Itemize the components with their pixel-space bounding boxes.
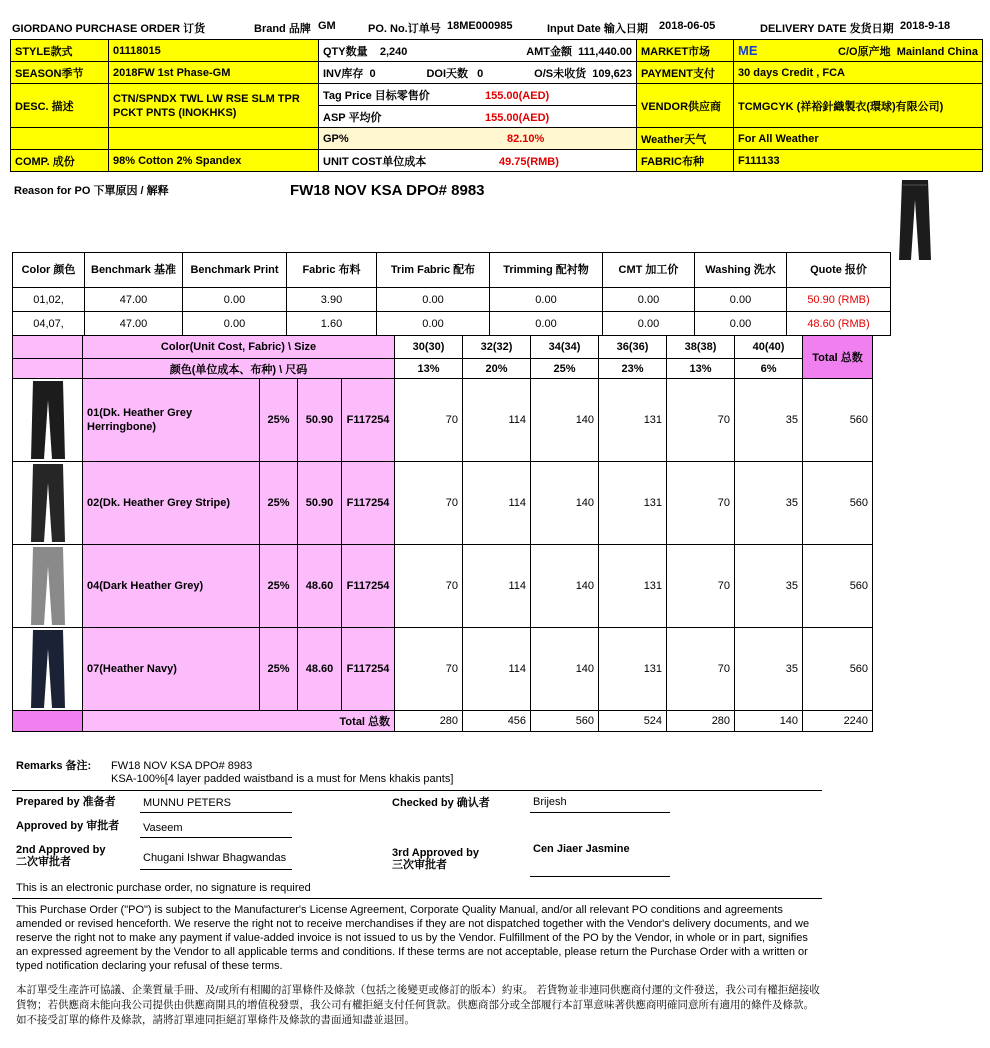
- color-fabric: F117254: [342, 462, 395, 545]
- cost-cell: 0.00: [695, 312, 787, 336]
- qty-cell: 70: [667, 628, 735, 711]
- ratio-row: [13, 359, 873, 379]
- reason-label: Reason for PO 下單原因 / 解释: [14, 185, 169, 197]
- approved3-label-en: 3rd Approved by: [392, 847, 479, 859]
- po-number: 18ME000985: [447, 20, 513, 32]
- size-header-row: [13, 336, 873, 359]
- size-header: 40(40): [735, 336, 803, 359]
- payment-value: 30 days Credit , FCA: [734, 62, 983, 84]
- qty-cell: 131: [599, 462, 667, 545]
- qty-cell: 70: [395, 462, 463, 545]
- checked-line: [530, 812, 670, 813]
- season-value: 2018FW 1st Phase-GM: [109, 62, 319, 84]
- approved2-label-cn: 二次审批者: [16, 856, 71, 868]
- swatch-cell: [13, 462, 83, 545]
- line-total: 560: [803, 628, 873, 711]
- cost-row: [13, 288, 891, 312]
- color-line-row: [13, 462, 873, 545]
- company-title: GIORDANO PURCHASE ORDER 订货: [12, 23, 206, 35]
- approved-line: [140, 837, 292, 838]
- size-breakdown-table: [12, 335, 873, 732]
- color-line-row: [13, 379, 873, 462]
- tag-value: 155.00(AED): [485, 89, 550, 102]
- color-cost: 48.60: [298, 628, 342, 711]
- line-total: 560: [803, 462, 873, 545]
- gp-value: 82.10%: [507, 132, 545, 145]
- qty-cell: 131: [599, 379, 667, 462]
- terms-chinese: 本訂單受生產許可協議、企業質量手冊、及/或所有相關的訂單條件及條款（包括之後變更或修訂的版本）約束。 若貨物並非連同供應商付運的文件發送，我公司有權拒絕接收貨物；若供應商未能向我公司提供由供應商開具的增值稅發票，我公司有權拒絕支付任何貨款。供應商部分或全部履行本訂單意味著供應商明確同意所有適用的條件及條款。如不接受訂單的條件及條款，請將訂單連同拒絕訂單條件及條款的書面通知盡並退回。: [16, 984, 820, 1026]
- color-size-header-cn: 颜色(单位成本、布种) \ 尺码: [83, 359, 395, 379]
- pants-swatch: [31, 630, 65, 708]
- qty-cell: 70: [667, 545, 735, 628]
- qty-cell: 140: [531, 545, 599, 628]
- qty-cell: 35: [735, 545, 803, 628]
- approved3-label-cn: 三次审批者: [392, 859, 447, 871]
- fabric-value: F111133: [734, 150, 983, 172]
- gp-label: GP%: [323, 132, 349, 145]
- swatch-cell: [13, 379, 83, 462]
- co-value: Mainland China: [896, 45, 978, 58]
- qty-cell: 35: [735, 628, 803, 711]
- remarks-label: Remarks 备注:: [16, 760, 92, 772]
- color-cost: 50.90: [298, 462, 342, 545]
- cost-row: [13, 312, 891, 336]
- color-cost: 50.90: [298, 379, 342, 462]
- vendor-label: VENDOR供应商: [637, 84, 734, 128]
- pants-icon: [28, 380, 68, 460]
- line-total: 560: [803, 545, 873, 628]
- reason-title: FW18 NOV KSA DPO# 8983: [290, 182, 485, 199]
- image-header: [13, 359, 83, 379]
- pants-swatch: [31, 464, 65, 542]
- size-header: 30(30): [395, 336, 463, 359]
- vendor-value: TCMGCYK (祥裕針織製衣(環球)有限公司): [734, 84, 983, 128]
- size-total: 280: [395, 711, 463, 732]
- color-fabric: F117254: [342, 545, 395, 628]
- pants-icon: [896, 178, 934, 262]
- delivery-date-label: DELIVERY DATE 发货日期: [760, 23, 894, 35]
- color-name: 01(Dk. Heather Grey Herringbone): [83, 379, 260, 462]
- divider: [12, 790, 822, 791]
- cost-cell: 0.00: [183, 312, 287, 336]
- cost-cell: 3.90: [287, 288, 377, 312]
- qty-cell: 131: [599, 628, 667, 711]
- size-ratio: 6%: [735, 359, 803, 379]
- cost-cell: 0.00: [490, 288, 603, 312]
- total-header: Total 总数: [803, 336, 873, 379]
- color-name: 07(Heather Navy): [83, 628, 260, 711]
- pants-icon: [28, 629, 68, 709]
- payment-label: PAYMENT支付: [637, 62, 734, 84]
- terms-english: This Purchase Order ("PO") is subject to the Manufacturer's License Agreement, Corporate Quality Manual, and/or all relevant PO conditions and agreements amended or revised henceforth. We reserve the right not to receive merchandises if they are not dispatched together with the Vendor's delivery documents, and we reserve the right not to make any payment if value-added invoice is not issued to us by the Vendor. Fulfillment of the PO by the Vendor, in whole or in part, signifies an expressed agreement by the Vendor to all applicable terms and conditions. If these terms are not acceptable, please return the Purchase Order with a written or typed notification declaring your refusal of these terms.: [16, 904, 810, 972]
- electronic-note: This is an electronic purchase order, no signature is required: [16, 882, 311, 894]
- size-header: 36(36): [599, 336, 667, 359]
- prepared-label: Prepared by 准备者: [16, 796, 116, 808]
- tag-price-cell: [319, 84, 637, 106]
- qty-cell: 70: [667, 379, 735, 462]
- blank-value: [109, 128, 319, 150]
- inv-doi-os-cell: [319, 62, 637, 84]
- brand-value: GM: [318, 20, 336, 32]
- unit-cost-cell: [319, 150, 637, 172]
- color-cost: 48.60: [298, 545, 342, 628]
- color-pct: 25%: [260, 545, 298, 628]
- cost-cell: 47.00: [85, 288, 183, 312]
- divider: [12, 898, 822, 899]
- quote-cell: 48.60 (RMB): [787, 312, 891, 336]
- approved2-label-en: 2nd Approved by: [16, 844, 106, 856]
- prepared-line: [140, 812, 292, 813]
- cost-cell: 0.00: [695, 288, 787, 312]
- market-label: MARKET市场: [637, 40, 734, 62]
- inv-label: INV库存: [323, 67, 364, 80]
- size-ratio: 23%: [599, 359, 667, 379]
- approved3-value: Cen Jiaer Jasmine: [533, 843, 630, 855]
- totals-spacer: [13, 711, 83, 732]
- color-name: 04(Dark Heather Grey): [83, 545, 260, 628]
- size-total: 140: [735, 711, 803, 732]
- swatch-cell: [13, 628, 83, 711]
- qty-cell: 114: [463, 462, 531, 545]
- remarks-line2: KSA-100%[4 layer padded waistband is a must for Mens khakis pants]: [111, 773, 454, 785]
- unit-cost-value: 49.75(RMB): [499, 155, 559, 168]
- approved-value: Vaseem: [143, 822, 183, 834]
- cost-header-cell: Benchmark Print: [183, 253, 287, 288]
- size-total: 456: [463, 711, 531, 732]
- size-total: 524: [599, 711, 667, 732]
- inv-value: 0: [369, 67, 376, 80]
- desc-label: DESC. 描述: [11, 84, 109, 128]
- pants-swatch: [31, 547, 65, 625]
- qty-amt-cell: [319, 40, 637, 62]
- approved-label: Approved by 审批者: [16, 820, 120, 832]
- remarks-line1: FW18 NOV KSA DPO# 8983: [111, 760, 253, 772]
- cost-header-cell: Washing 洗水: [695, 253, 787, 288]
- size-ratio: 13%: [395, 359, 463, 379]
- cost-cell: 1.60: [287, 312, 377, 336]
- pants-icon: [28, 546, 68, 626]
- style-label: STYLE款式: [11, 40, 109, 62]
- approved2-line: [140, 869, 292, 870]
- checked-label: Checked by 确认者: [392, 797, 490, 809]
- color-pct: 25%: [260, 462, 298, 545]
- os-value: 109,623: [592, 67, 632, 80]
- fabric-label: FABRIC布种: [637, 150, 734, 172]
- qty-cell: 70: [395, 379, 463, 462]
- comp-value: 98% Cotton 2% Spandex: [109, 150, 319, 172]
- os-label: O/S未收货: [534, 67, 587, 80]
- color-name: 02(Dk. Heather Grey Stripe): [83, 462, 260, 545]
- cost-cell: 47.00: [85, 312, 183, 336]
- qty-label: QTY数量: [323, 45, 368, 58]
- line-total: 560: [803, 379, 873, 462]
- qty-cell: 35: [735, 462, 803, 545]
- qty-cell: 114: [463, 379, 531, 462]
- cost-cell: 0.00: [603, 312, 695, 336]
- qty-cell: 114: [463, 545, 531, 628]
- qty-cell: 70: [395, 545, 463, 628]
- asp-cell: [319, 106, 637, 128]
- qty-cell: 140: [531, 462, 599, 545]
- asp-label: ASP 平均价: [323, 111, 382, 124]
- blank-label: [11, 128, 109, 150]
- color-fabric: F117254: [342, 379, 395, 462]
- totals-label: Total 总数: [83, 711, 395, 732]
- brand-label: Brand 品牌: [254, 23, 311, 35]
- cost-cell: 0.00: [183, 288, 287, 312]
- size-ratio: 25%: [531, 359, 599, 379]
- qty-cell: 140: [531, 628, 599, 711]
- cost-cell: 04,07,: [13, 312, 85, 336]
- cost-header-cell: CMT 加工价: [603, 253, 695, 288]
- cost-header-cell: Quote 报价: [787, 253, 891, 288]
- weather-label: Weather天气: [637, 128, 734, 150]
- size-ratio: 13%: [667, 359, 735, 379]
- qty-cell: 131: [599, 545, 667, 628]
- amt-value: 111,440.00: [578, 45, 632, 58]
- cost-cell: 0.00: [490, 312, 603, 336]
- size-header: 38(38): [667, 336, 735, 359]
- input-date-label: Input Date 输入日期: [547, 23, 648, 35]
- cost-cell: 01,02,: [13, 288, 85, 312]
- color-size-header: Color(Unit Cost, Fabric) \ Size: [83, 336, 395, 359]
- market-value: ME: [738, 43, 758, 58]
- tag-label: Tag Price 目标零售价: [323, 89, 430, 102]
- prepared-value: MUNNU PETERS: [143, 797, 232, 809]
- color-fabric: F117254: [342, 628, 395, 711]
- cost-header-cell: Trim Fabric 配布: [377, 253, 490, 288]
- color-line-row: [13, 628, 873, 711]
- qty-cell: 35: [735, 379, 803, 462]
- doi-value: 0: [477, 67, 484, 80]
- swatch-cell: [13, 545, 83, 628]
- co-label: C/O原产地: [838, 45, 891, 58]
- qty-value: 2,240: [379, 45, 408, 58]
- po-label: PO. No.订单号: [368, 23, 441, 35]
- asp-value: 155.00(AED): [485, 111, 550, 124]
- qty-cell: 70: [667, 462, 735, 545]
- quote-cell: 50.90 (RMB): [787, 288, 891, 312]
- product-thumbnail: [896, 178, 934, 265]
- cost-header-cell: Color 颜色: [13, 253, 85, 288]
- checked-value: Brijesh: [533, 796, 567, 808]
- season-label: SEASON季节: [11, 62, 109, 84]
- size-total: 280: [667, 711, 735, 732]
- desc-value: CTN/SPNDX TWL LW RSE SLM TPR PCKT PNTS (INOKHKS): [109, 84, 319, 128]
- size-header: 34(34): [531, 336, 599, 359]
- po-info-grid: [10, 39, 983, 172]
- weather-value: For All Weather: [734, 128, 983, 150]
- approved2-label: [16, 844, 105, 868]
- color-pct: 25%: [260, 379, 298, 462]
- image-header: [13, 336, 83, 359]
- approved2-value: Chugani Ishwar Bhagwandas: [143, 852, 287, 864]
- cost-header-cell: Trimming 配衬物: [490, 253, 603, 288]
- cost-header-row: [13, 253, 891, 288]
- comp-label: COMP. 成份: [11, 150, 109, 172]
- color-pct: 25%: [260, 628, 298, 711]
- pants-icon: [28, 463, 68, 543]
- qty-cell: 114: [463, 628, 531, 711]
- cost-header-cell: Fabric 布料: [287, 253, 377, 288]
- approved3-line: [530, 876, 670, 877]
- approved3-label: [392, 847, 479, 871]
- unit-cost-label: UNIT COST单位成本: [323, 155, 427, 168]
- cost-breakdown-table: [12, 252, 891, 336]
- size-header: 32(32): [463, 336, 531, 359]
- qty-cell: 70: [395, 628, 463, 711]
- color-line-row: [13, 545, 873, 628]
- size-ratio: 20%: [463, 359, 531, 379]
- input-date: 2018-06-05: [659, 20, 716, 32]
- qty-cell: 140: [531, 379, 599, 462]
- style-value: 01118015: [109, 40, 319, 62]
- amt-label: AMT金额: [526, 45, 573, 58]
- totals-row: [13, 711, 873, 732]
- doi-label: DOI天数: [426, 67, 468, 80]
- pants-swatch: [31, 381, 65, 459]
- cost-cell: 0.00: [377, 288, 490, 312]
- market-co-cell: [734, 40, 983, 62]
- grand-total: 2240: [803, 711, 873, 732]
- delivery-date: 2018-9-18: [900, 20, 951, 32]
- cost-cell: 0.00: [603, 288, 695, 312]
- size-total: 560: [531, 711, 599, 732]
- cost-header-cell: Benchmark 基准: [85, 253, 183, 288]
- cost-cell: 0.00: [377, 312, 490, 336]
- gp-cell: [319, 128, 637, 150]
